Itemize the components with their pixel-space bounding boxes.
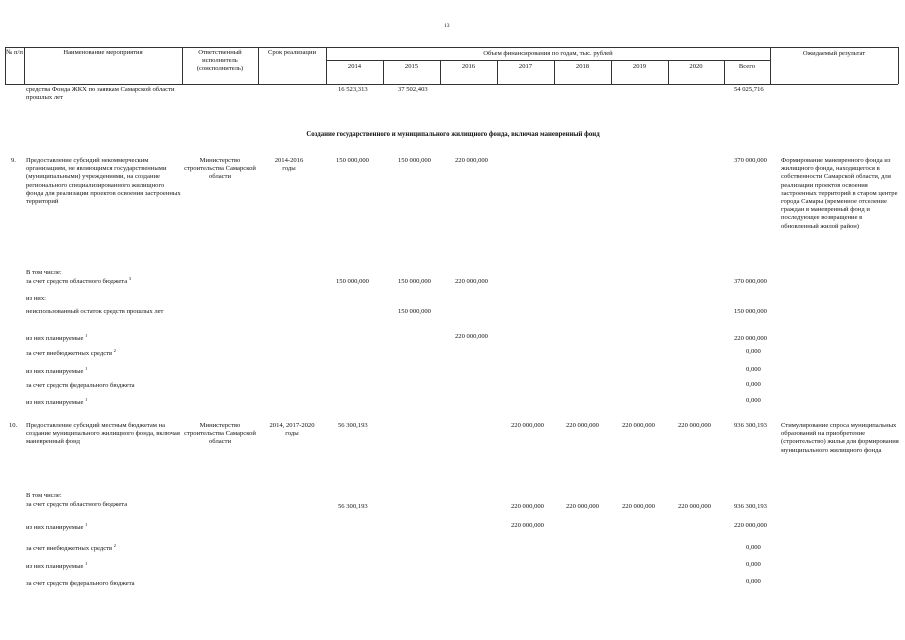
item-9-row-total: 150 000,000 [734,308,767,315]
item-9-2014: 150 000,000 [336,157,369,164]
item-9-row-2015: 150 000,000 [398,278,431,285]
item-9-row-label: из них планируемые $^1$ [26,332,88,342]
item-10-responsible: Министерство строительства Самарской области [184,422,256,446]
item-9-row-label: за счет внебюджетных средств $^2$ [26,347,117,357]
item-10-total: 936 300,193 [734,422,767,429]
item-9-row-total: 370 000,000 [734,278,767,285]
item-10-row-total: 0,000 [746,544,761,551]
header-year-2015: 2015 [404,63,419,70]
item-10-row-label: за счет средств областного бюджета [26,501,128,508]
item-9-total: 370 000,000 [734,157,767,164]
item-9-row-2015: 150 000,000 [398,308,431,315]
item-9-row-2016: 220 000,000 [455,278,488,285]
item-10-row-label: из них планируемые $^1$ [26,560,88,570]
item-10-row-label: за счет внебюджетных средств $^2$ [26,542,117,552]
item-9-num: 9. [11,157,16,164]
item-10-row-2014: 56 300,193 [338,503,368,510]
item-10-row-2017: 220 000,000 [511,503,544,510]
item-9-row-total: 220 000,000 [734,335,767,342]
header-year-2018: 2018 [575,63,590,70]
item-9-row-total: 0,000 [746,397,761,404]
header-name: Наименование мероприятия [63,49,143,56]
header-term: Срок реализации [267,49,317,56]
item-9-name: Предоставление субсидий некоммерческим организациям, не являющимся государственными (муниципальными) учреждениями, на создание регионального специализированного жилищного фонда для реализации проектов освоения застроенных территорий [26,157,181,206]
item-9-row-label: за счет средств областного бюджета $^3$ [26,275,132,285]
item-9-incl: В том числе: [26,269,62,276]
item-10-row-2020: 220 000,000 [678,503,711,510]
item-9-row-total: 0,000 [746,381,761,388]
item-10-num: 10. [9,422,18,429]
top-row-total: 54 025,716 [734,86,764,93]
header-total: Всего [738,63,756,70]
item-10-result: Стимулирование спроса муниципальных образований на приобретение (строительство) жилья для формирования муниципального жилищного фонда [781,422,899,454]
item-9-row-total: 0,000 [746,366,761,373]
item-10-2020: 220 000,000 [678,422,711,429]
header-year-2020: 2020 [689,63,703,70]
item-9-row-label: за счет средств федерального бюджета [26,382,135,389]
item-9-row-2014: 150 000,000 [336,278,369,285]
header-year-2019: 2019 [632,63,647,70]
header-year-2016: 2016 [461,63,476,70]
item-9-2016: 220 000,000 [455,157,488,164]
item-9-2015: 150 000,000 [398,157,431,164]
item-10-row-label: из них планируемые $^1$ [26,521,88,531]
item-10-row-label: за счет средств федерального бюджета [26,580,135,587]
item-10-2017: 220 000,000 [511,422,544,429]
item-9-term: 2014-2016 годы [274,157,304,173]
header-responsible: Ответственный исполнитель (соисполнитель) [196,49,244,73]
top-row-2014: 16 523,313 [338,86,368,93]
item-10-row-total: 220 000,000 [734,522,767,529]
section-title: Создание государственного и муниципального жилищного фонда, включая маневренный фонд [306,131,600,138]
item-10-row-total: 0,000 [746,561,761,568]
header-year-2017: 2017 [518,63,533,70]
item-9-row-2016: 220 000,000 [455,333,488,340]
item-9-row-label: неиспользованный остаток средств прошлых лет [26,308,164,315]
header-funding: Объем финансирования по годам, тыс. рублей [483,50,613,57]
header-num: № п/п [6,49,23,56]
item-10-incl: В том числе: [26,492,62,499]
item-10-row-total: 936 300,193 [734,503,767,510]
item-9-row-label: из них планируемые $^1$ [26,396,88,406]
item-9-row-label: из них планируемые $^1$ [26,365,88,375]
page-number: 13 [444,23,450,29]
item-9-row-total: 0,000 [746,348,761,355]
item-10-name: Предоставление субсидий местным бюджетам на создание муниципального жилищного фонда, включая маневренный фонд [26,422,180,446]
item-10-2018: 220 000,000 [566,422,599,429]
item-10-row-2019: 220 000,000 [622,503,655,510]
header-year-2014: 2014 [347,63,362,70]
item-10-2014: 56 300,193 [338,422,368,429]
top-row-name: средства Фонда ЖКХ по заявкам Самарской области прошлых лет [26,86,175,102]
item-9-result: Формирование маневренного фонда из жилищного фонда, находящегося в собственности Самарской области, для реализации проектов освоения застроенных территорий в старом центре города Самары (временное отселение граждан в маневренный фонд и последующее возвращение в обновленный жилой район) [781,157,898,230]
header-result: Ожидаемый результат [802,50,866,57]
item-10-row-total: 0,000 [746,578,761,585]
item-10-term: 2014, 2017-2020 годы [269,422,315,438]
top-row-2015: 37 502,403 [398,86,428,93]
item-10-row-2018: 220 000,000 [566,503,599,510]
item-10-2019: 220 000,000 [622,422,655,429]
item-9-row-label: из них: [26,295,46,302]
item-9-responsible: Министерство строительства Самарской области [184,157,256,181]
item-10-row-2017: 220 000,000 [511,522,544,529]
